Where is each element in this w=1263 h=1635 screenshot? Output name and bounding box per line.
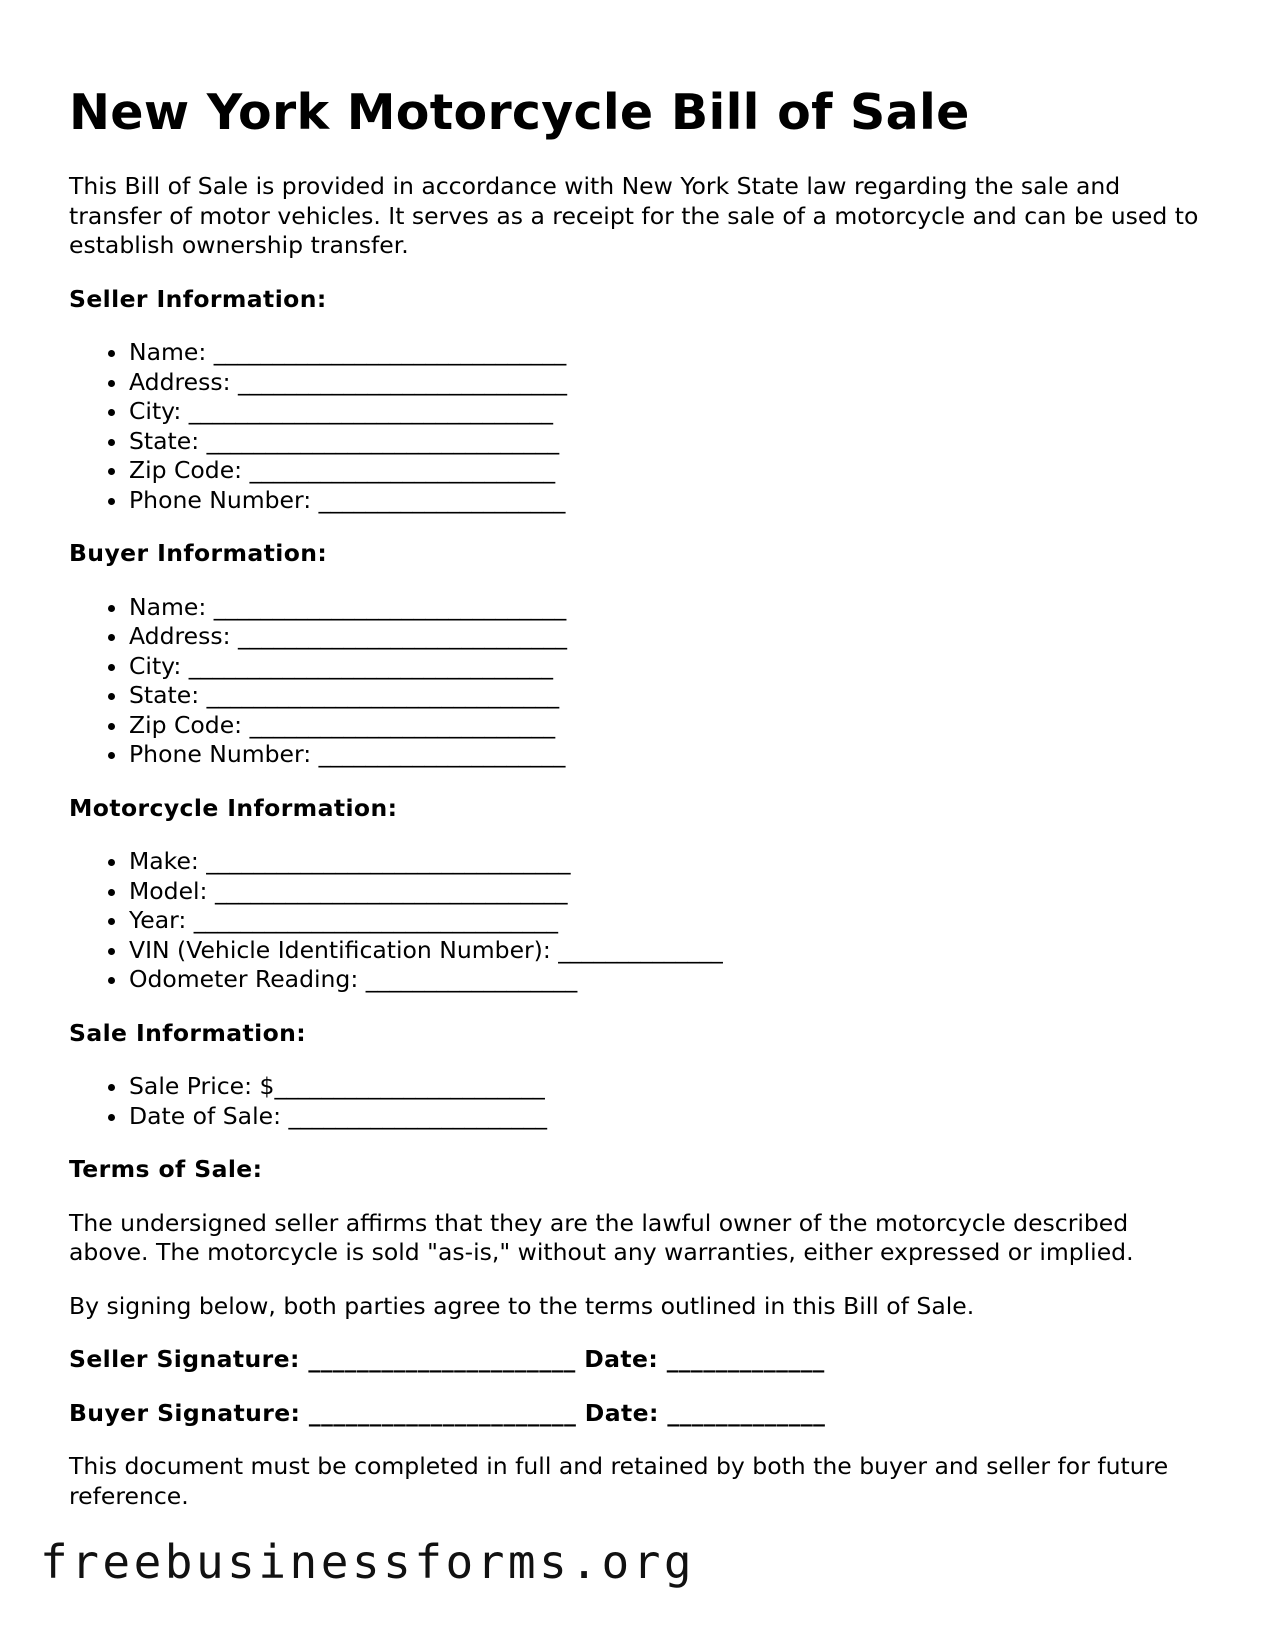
seller-signature-line: Seller Signature: ______________________ Date: _____________ (69, 1345, 825, 1373)
buyer-phone-field: • Phone Number: _____________________ (129, 740, 1199, 770)
watermark-text: freebusinessforms.org (40, 1535, 696, 1589)
seller-fields-list (69, 338, 1199, 515)
motorcycle-year-field: • Year: _______________________________ (129, 906, 1199, 936)
agreement-paragraph: By signing below, both parties agree to the terms outlined in this Bill of Sale. (69, 1291, 975, 1320)
buyer-section-heading: Buyer Information: (69, 539, 328, 567)
sale-date-field: • Date of Sale: ______________________ (129, 1102, 1199, 1132)
seller-address-field: • Address: ____________________________ (129, 368, 1199, 398)
sale-fields-list (69, 1072, 1199, 1131)
closing-paragraph: This document must be completed in full and retained by both the buyer and seller for future reference. (69, 1452, 1169, 1510)
terms-paragraph: The undersigned seller affirms that they are the lawful owner of the motorcycle described above. The motorcycle is sold "as-is," without any warranties, either expressed or implied. (69, 1208, 1134, 1266)
sale-price-field: • Sale Price: $_______________________ (129, 1072, 1199, 1102)
buyer-name-field: • Name: ______________________________ (129, 593, 1199, 623)
motorcycle-fields-list (69, 847, 1199, 995)
buyer-state-field: • State: ______________________________ (129, 681, 1199, 711)
buyer-address-field: • Address: ____________________________ (129, 622, 1199, 652)
document-title: New York Motorcycle Bill of Sale (69, 84, 970, 141)
seller-state-field: • State: ______________________________ (129, 427, 1199, 457)
buyer-fields-list (69, 593, 1199, 770)
document-page (69, 82, 1199, 1535)
motorcycle-make-field: • Make: _______________________________ (129, 847, 1199, 877)
terms-section-heading: Terms of Sale: (69, 1155, 263, 1183)
seller-zip-field: • Zip Code: __________________________ (129, 456, 1199, 486)
buyer-zip-field: • Zip Code: __________________________ (129, 711, 1199, 741)
intro-paragraph: This Bill of Sale is provided in accordance with New York State law regarding the sale and transfer of motor vehicles. It serves as a receipt for the sale of a motorcycle and can be used to establish ownership transfer. (69, 172, 1199, 259)
motorcycle-odometer-field: • Odometer Reading: __________________ (129, 965, 1199, 995)
sale-section-heading: Sale Information: (69, 1018, 307, 1047)
motorcycle-section-heading: Motorcycle Information: (69, 793, 398, 822)
seller-phone-field: • Phone Number: _____________________ (129, 486, 1199, 516)
seller-name-field: • Name: ______________________________ (129, 338, 1199, 368)
buyer-city-field: • City: _______________________________ (129, 652, 1199, 682)
motorcycle-vin-field: • VIN (Vehicle Identification Number): ______________ (129, 936, 1199, 966)
buyer-signature-line: Buyer Signature: ______________________ Date: _____________ (69, 1398, 826, 1427)
motorcycle-model-field: • Model: ______________________________ (129, 877, 1199, 907)
seller-section-heading: Seller Information: (69, 284, 327, 313)
seller-city-field: • City: _______________________________ (129, 397, 1199, 427)
